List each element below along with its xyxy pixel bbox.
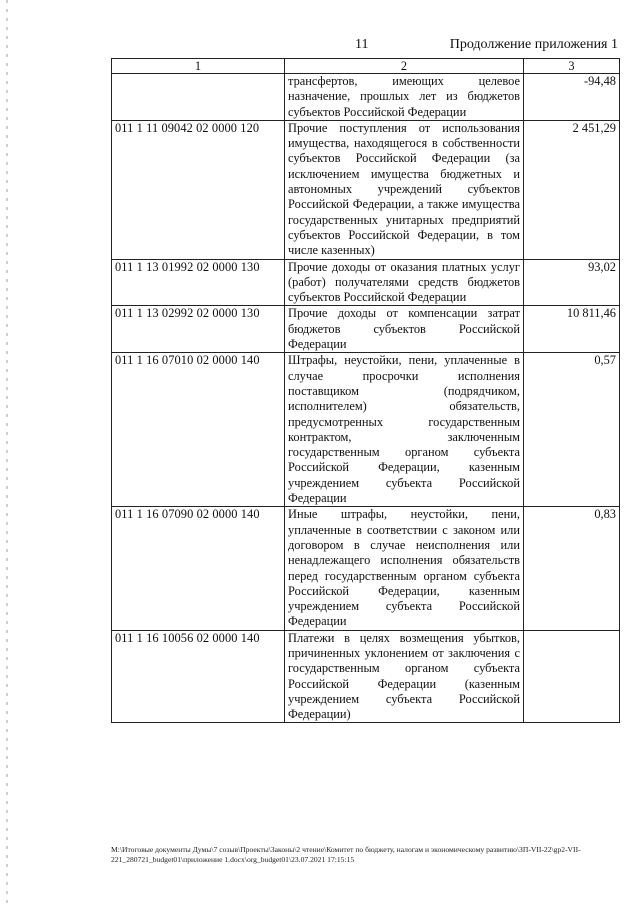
row-amount: 0,57 (524, 353, 620, 507)
column-header-code: 1 (112, 59, 285, 74)
row-code: 011 1 13 01992 02 0000 130 (112, 259, 285, 306)
row-name: Штрафы, неустойки, пени, уплаченные в случае просрочки исполнения поставщиком (подрядчиком, исполнителем) обязательств, предусмотренных государственным контрактом, заключенным государственным органом субъекта Российской Федерации, казенным учреждением субъекта Российской Федерации (285, 353, 524, 507)
row-amount: -94,48 (524, 74, 620, 121)
row-name: Прочие поступления от использования имущества, находящегося в собственности субъектов Российской Федерации (за исключением имущества бюджетных и автономных учреждений субъектов Российской Федерации, а также имущества государственных унитарных предприятий субъектов Российской Федерации, в том числе казенных) (285, 120, 524, 259)
table-header-row (112, 59, 620, 74)
revenue-table (111, 58, 620, 723)
table-row (112, 120, 620, 259)
column-header-amount: 3 (524, 59, 620, 74)
row-name: Иные штрафы, неустойки, пени, уплаченные в соответствии с законом или договором в случае неисполнения или ненадлежащего исполнения обязательств перед государственным органом субъекта Российской Федерации, казенным учреждением субъекта Российской Федерации (285, 507, 524, 630)
row-amount: 10 811,46 (524, 306, 620, 353)
row-amount: 93,02 (524, 259, 620, 306)
row-code (112, 74, 285, 121)
table-row (112, 259, 620, 306)
row-code: 011 1 13 02992 02 0000 130 (112, 306, 285, 353)
page-number: 11 (355, 37, 369, 52)
table-row (112, 507, 620, 630)
row-amount: 0,83 (524, 507, 620, 630)
binding-edge-mark (6, 0, 8, 905)
file-path-footer: M:\Итоговые документы Думы\7 созыв\Проекты\Законы\2 чтение\Комитет по бюджету, налогам и экономическому развитию\ЗП-VII-22\gp2-VII-221_280721_budget01\приложение 1.docx\org_budget01\23.07.2021 17:15:15 (111, 845, 581, 864)
row-code: 011 1 11 09042 02 0000 120 (112, 120, 285, 259)
table-row (112, 306, 620, 353)
row-amount: 2 451,29 (524, 120, 620, 259)
row-code: 011 1 16 10056 02 0000 140 (112, 630, 285, 723)
table-row (112, 630, 620, 723)
row-name: Платежи в целях возмещения убытков, причиненных уклонением от заключения с государственным органом субъекта Российской Федерации (казенным учреждением субъекта Российской Федерации) (285, 630, 524, 723)
row-name: Прочие доходы от компенсации затрат бюджетов субъектов Российской Федерации (285, 306, 524, 353)
row-name: Прочие доходы от оказания платных услуг (работ) получателями средств бюджетов субъектов Российской Федерации (285, 259, 524, 306)
table-row (112, 353, 620, 507)
row-name: трансфертов, имеющих целевое назначение, прошлых лет из бюджетов субъектов Российской Федерации (285, 74, 524, 121)
column-header-name: 2 (285, 59, 524, 74)
continuation-caption: Продолжение приложения 1 (449, 37, 618, 52)
table-row (112, 74, 620, 121)
row-code: 011 1 16 07090 02 0000 140 (112, 507, 285, 630)
row-code: 011 1 16 07010 02 0000 140 (112, 353, 285, 507)
row-amount (524, 630, 620, 723)
